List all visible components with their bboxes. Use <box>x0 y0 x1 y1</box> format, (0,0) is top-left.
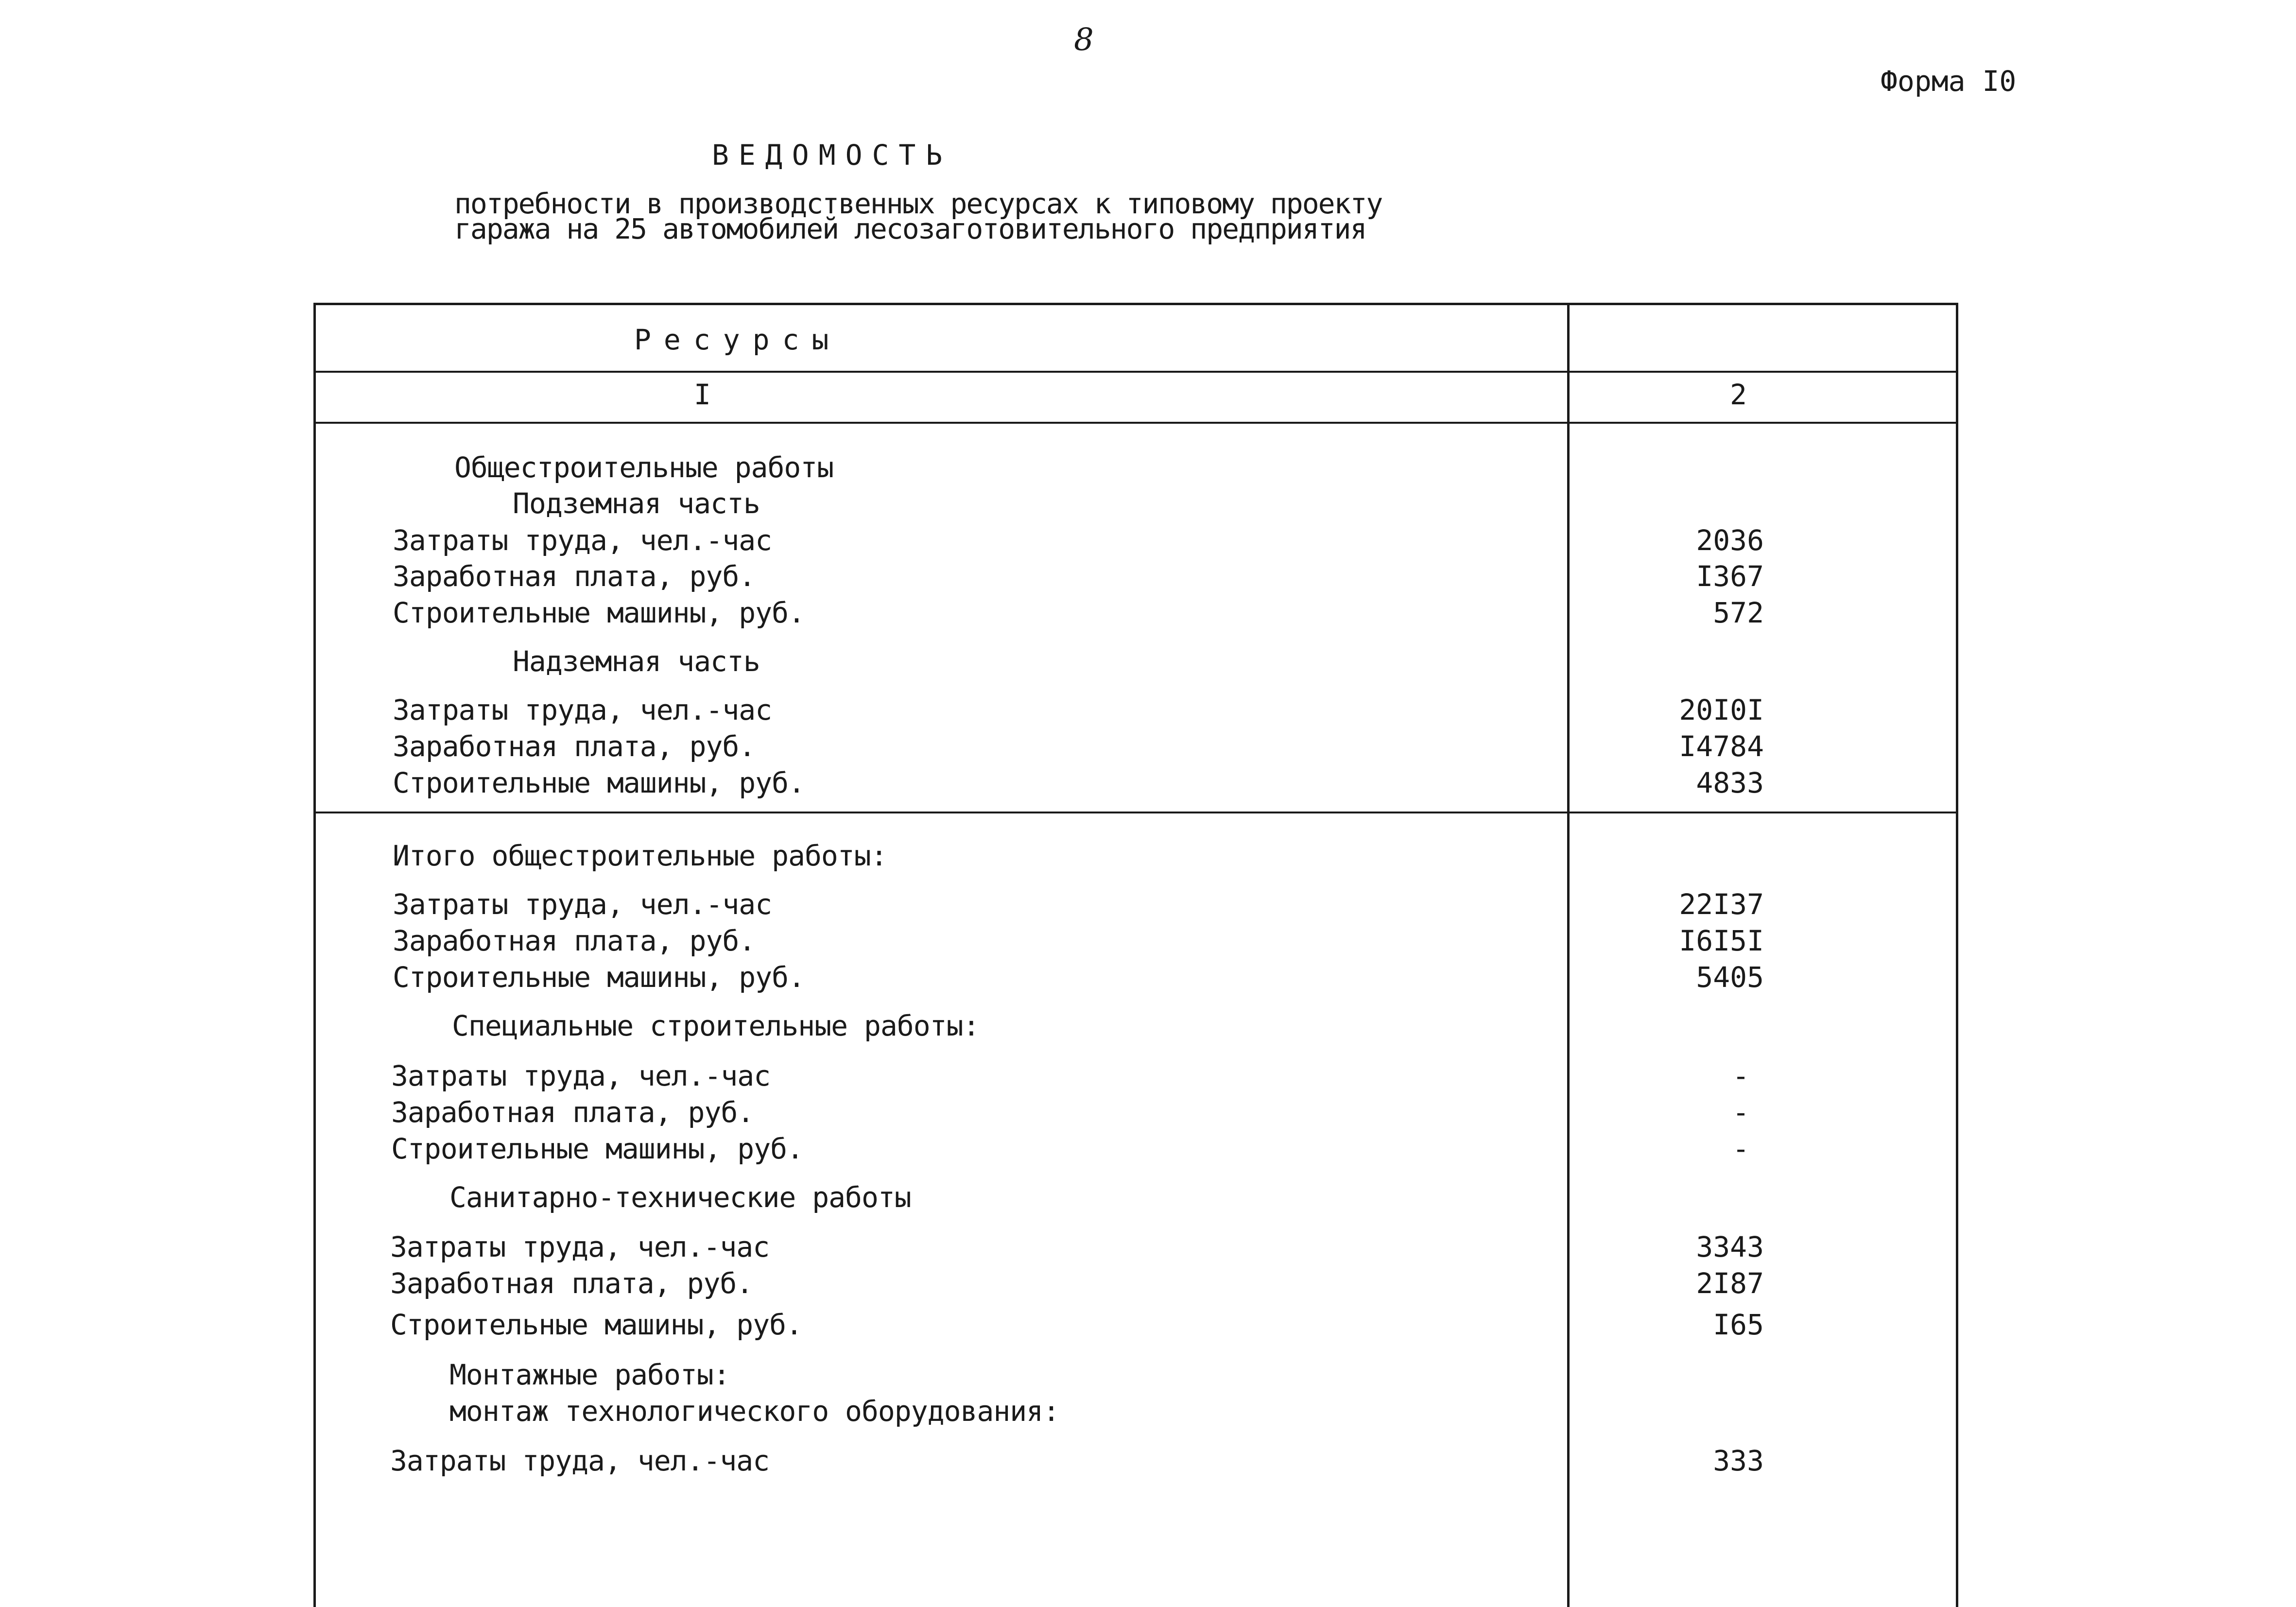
row-value: 2036 <box>1696 524 1764 557</box>
row-value: 5405 <box>1696 961 1764 994</box>
column-number-1: I <box>694 378 711 411</box>
section-heading: Общестроительные работы <box>454 451 834 484</box>
table-left-border <box>313 303 316 1607</box>
row-value: I4784 <box>1679 730 1764 763</box>
row-value: I65 <box>1713 1308 1764 1341</box>
row-label: Строительные машины, руб. <box>391 1132 803 1165</box>
section-subheading: монтаж технологического оборудования: <box>449 1395 1060 1428</box>
row-value: - <box>1732 1132 1749 1165</box>
row-value: 2I87 <box>1696 1267 1764 1300</box>
table-colnum-divider <box>313 422 1958 424</box>
row-label: Заработная плата, руб. <box>390 1267 753 1300</box>
table-top-border <box>313 303 1958 305</box>
row-label: Заработная плата, руб. <box>393 924 756 957</box>
row-label: Заработная плата, руб. <box>391 1096 754 1129</box>
row-value: I6I5I <box>1679 924 1764 957</box>
section-heading: Специальные строительные работы: <box>452 1009 980 1042</box>
subsection-heading: Надземная часть <box>513 645 760 678</box>
table-header-divider <box>313 371 1958 373</box>
document-title: ВЕДОМОСТЬ <box>712 138 952 172</box>
table-right-border <box>1956 303 1958 1607</box>
row-label: Затраты труда, чел.-час <box>393 524 772 557</box>
row-value: 22I37 <box>1679 888 1764 921</box>
row-value: 4833 <box>1696 766 1764 799</box>
row-label: Затраты труда, чел.-час <box>390 1230 770 1263</box>
document-subtitle-line-2: гаража на 25 автомобилей лесозаготовительного предприятия <box>454 212 1366 245</box>
row-value: I367 <box>1696 560 1764 593</box>
section-heading: Монтажные работы: <box>449 1358 730 1391</box>
row-label: Строительные машины, руб. <box>393 766 805 799</box>
form-label: Форма I0 <box>1881 65 2017 98</box>
table-column-divider <box>1567 303 1570 1607</box>
subsection-heading: Подземная часть <box>513 487 760 520</box>
row-label: Затраты труда, чел.-час <box>393 888 772 921</box>
page-number: 8 <box>1074 22 1094 58</box>
row-label: Строительные машины, руб. <box>390 1308 802 1341</box>
row-value: 572 <box>1713 596 1764 629</box>
row-label: Строительные машины, руб. <box>393 596 805 629</box>
column-number-2: 2 <box>1730 378 1747 411</box>
section-heading: Итого общестроительные работы: <box>393 839 887 872</box>
table-section-divider <box>313 812 1958 813</box>
row-value: - <box>1732 1096 1749 1129</box>
row-value: 20I0I <box>1679 693 1764 726</box>
header-resources: Ресурсы <box>634 323 842 356</box>
document-subtitle-line-1: потребности в производственных ресурсах к типовому проекту <box>454 187 1382 220</box>
row-label: Строительные машины, руб. <box>393 961 805 994</box>
row-label: Затраты труда, чел.-час <box>390 1444 770 1477</box>
row-label: Заработная плата, руб. <box>393 730 756 763</box>
row-label: Заработная плата, руб. <box>393 560 756 593</box>
row-value: 3343 <box>1696 1230 1764 1263</box>
row-label: Затраты труда, чел.-час <box>393 693 772 726</box>
section-heading: Санитарно-технические работы <box>449 1181 911 1214</box>
row-label: Затраты труда, чел.-час <box>391 1059 771 1092</box>
row-value: 333 <box>1713 1444 1764 1477</box>
row-value: - <box>1732 1059 1749 1092</box>
